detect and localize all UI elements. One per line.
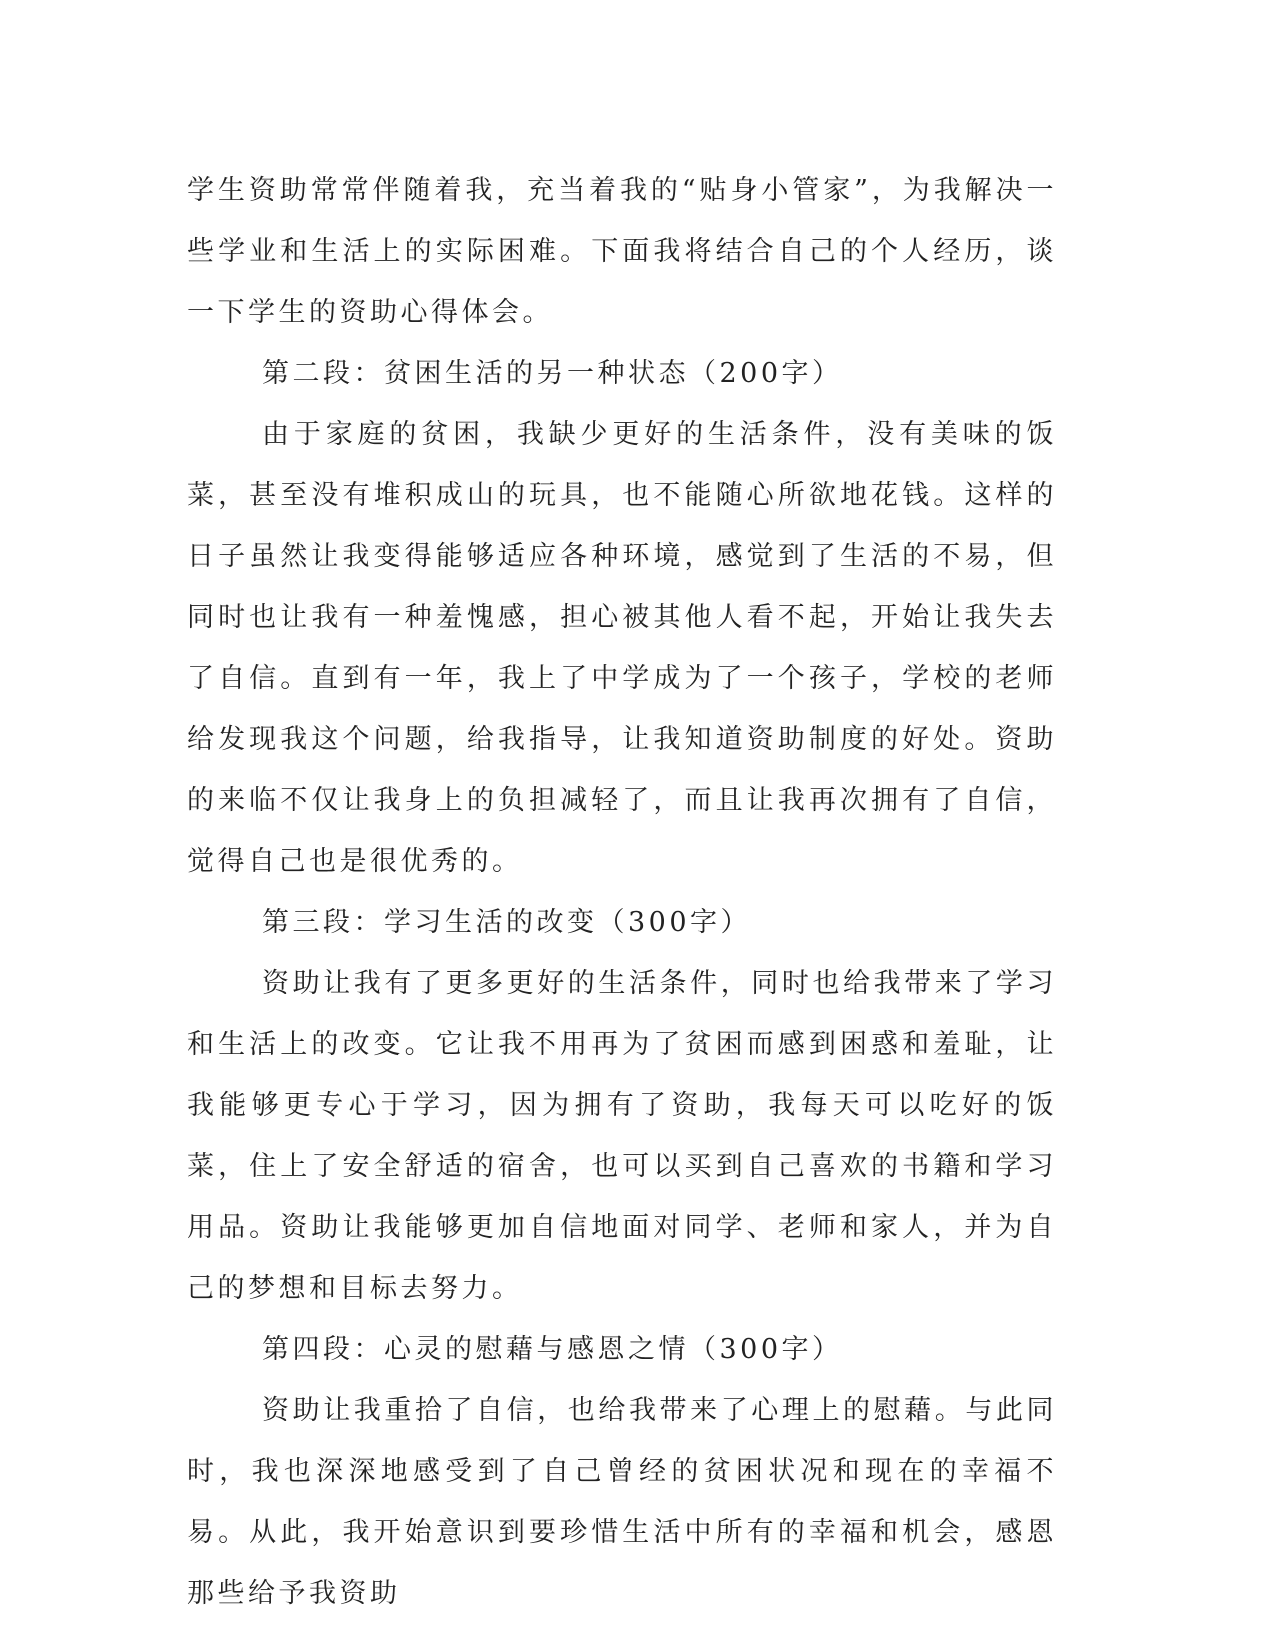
section-heading-4: 第四段：心灵的慰藉与感恩之情（300字）: [262, 1334, 843, 1365]
document-body: [187, 160, 1057, 1624]
paragraph-intro-continuation: 学生资助常常伴随着我，充当着我的“贴身小管家”，为我解决一些学业和生活上的实际困难。下面我将结合自己的个人经历，谈一下学生的资助心得体会。: [187, 175, 1057, 328]
section-heading-3: 第三段：学习生活的改变（300字）: [262, 907, 752, 938]
paragraph-section-2: 由于家庭的贫困，我缺少更好的生活条件，没有美味的饭菜，甚至没有堆积成山的玩具，也不能随心所欲地花钱。这样的日子虽然让我变得能够适应各种环境，感觉到了生活的不易，但同时也让我有一种羞愧感，担心被其他人看不起，开始让我失去了自信。直到有一年，我上了中学成为了一个孩子，学校的老师给发现我这个问题，给我指导，让我知道资助制度的好处。资助的来临不仅让我身上的负担减轻了，而且让我再次拥有了自信，觉得自己也是很优秀的。: [187, 419, 1057, 877]
paragraph-section-3: 资助让我有了更多更好的生活条件，同时也给我带来了学习和生活上的改变。它让我不用再为了贫困而感到困惑和羞耻，让我能够更专心于学习，因为拥有了资助，我每天可以吃好的饭菜，住上了安全舒适的宿舍，也可以买到自己喜欢的书籍和学习用品。资助让我能够更加自信地面对同学、老师和家人，并为自己的梦想和目标去努力。: [187, 968, 1057, 1304]
paragraph-section-4: 资助让我重拾了自信，也给我带来了心理上的慰藉。与此同时，我也深深地感受到了自己曾经的贫困状况和现在的幸福不易。从此，我开始意识到要珍惜生活中所有的幸福和机会，感恩那些给予我资助: [187, 1395, 1057, 1609]
section-heading-2: 第二段：贫困生活的另一种状态（200字）: [262, 358, 843, 389]
